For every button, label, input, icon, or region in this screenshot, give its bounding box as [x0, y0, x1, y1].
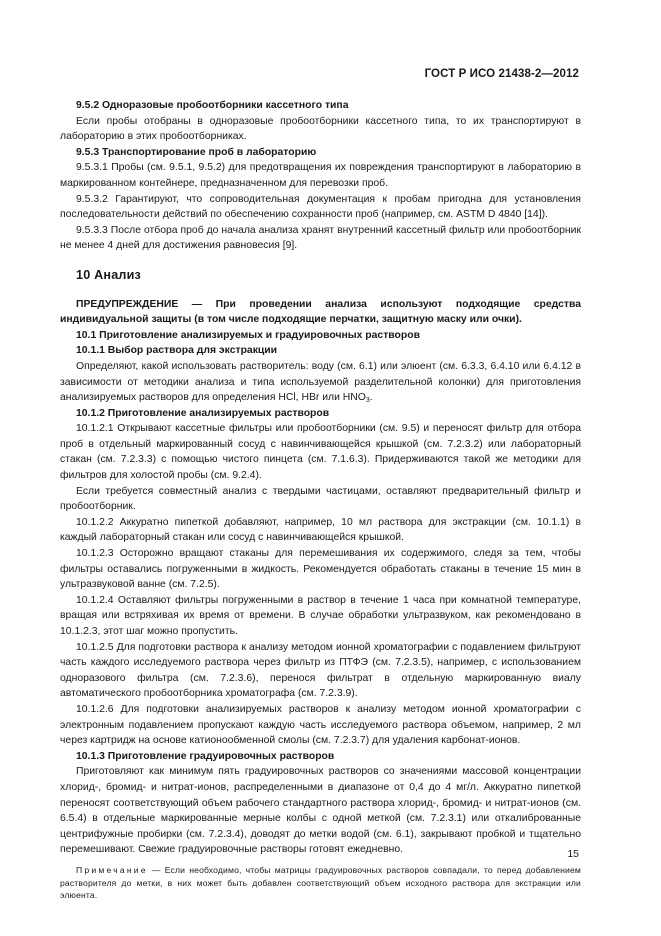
paragraph-text: 10.1.2.2 Аккуратно пипеткой добавляют, например, 10 мл раствора для экстракции (см. 10.1.1) в каждый лабораторный стакан или сосуд с навинчивающейся крышкой. [60, 516, 581, 544]
paragraph [60, 764, 581, 858]
paragraph-text: 9.5.3.1 Пробы (см. 9.5.1, 9.5.2) для предотвращения их повреждения транспортируют в лабораторию в маркированном контейнере, предназначенном для перевозки проб. [60, 162, 581, 189]
paragraph-text: 9.5.3 Транспортирование проб в лабораторию [76, 146, 317, 158]
note-paragraph [60, 864, 581, 902]
paragraph-text: 10.1.1 Выбор раствора для экстракции [76, 345, 278, 357]
paragraph-text: 9.5.3.3 После отбора проб до начала анализа хранят внутренний кассетный фильтр или пробоотборник не менее 4 дней для достижения равновесия [9]. [60, 224, 581, 252]
section-heading [76, 268, 581, 284]
paragraph-text: 10.1.2 Приготовление анализируемых растворов [76, 407, 330, 419]
paragraph-text: 10.1.2.6 Для подготовки анализируемых растворов к анализу методом ионной хроматографии с электронным подавлением пропускают каждую часть исследуемого раствора объемом, например, 2 мл через картридж на основе катионообменной смолы (см. 7.2.3.7) для удаления карбонат-ионов. [60, 703, 581, 747]
paragraph-text: Если требуется совместный анализ с твердыми частицами, оставляют предварительный фильтр и пробоотборник. [60, 485, 581, 513]
note-text: — Если необходимо, чтобы матрицы градуировочных растворов совпадали, то перед добавлением растворителя до метки, в них может быть добавлен соответствующий объем исходного раствора для экстракции или элюента. [60, 864, 581, 901]
paragraph-text: 9.5.2 Одноразовые пробоотборники кассетного типа [76, 100, 349, 111]
paragraph-text: 10.1 Приготовление анализируемых и градуировочных растворов [76, 329, 420, 341]
paragraph [60, 593, 581, 640]
paragraph [60, 515, 581, 546]
paragraph-text: 10.1.2.5 Для подготовки раствора к анализу методом ионной хроматографии с подавлением фильтруют часть каждого исследуемого раствора через фильтр из ПТФЭ (см. 7.2.3.5), например, с использованием одноразового фильтра (см. 7.2.3.6), перенося фильтрат в отдельную маркированную виалу автоматического пробоотборника хроматографа (см. 7.2.3.9). [60, 641, 581, 700]
subsection-heading [60, 145, 581, 161]
paragraph [60, 546, 581, 593]
paragraph-tail: . [369, 392, 373, 404]
subsection-heading [60, 343, 581, 359]
paragraph [60, 640, 581, 702]
paragraph-text: 10 Анализ [76, 267, 142, 282]
note-label: Примечание [76, 864, 148, 875]
paragraph-text: 10.1.3 Приготовление градуировочных растворов [76, 750, 335, 762]
document-body [60, 98, 581, 902]
paragraph [60, 702, 581, 749]
paragraph-text: 10.1.2.4 Оставляют фильтры погруженными в раствор в течение 1 часа при комнатной температуре, вращая или встряхивая их время от времени. В случае обработки ультразвуком, как рекомендовано в 10.1.2.3, этот шаг можно пропустить. [60, 594, 581, 637]
subsection-heading [60, 328, 581, 344]
paragraph [60, 114, 581, 145]
paragraph [60, 192, 581, 223]
paragraph-text: 10.1.2.3 Осторожно вращают стаканы для перемешивания их содержимого, следя за тем, чтобы фильтры оставались погруженными в жидкость. Рекомендуется обработать стаканы в течение 15 мин в ультразвуковой ванне (см. 7.2.5). [60, 548, 581, 591]
paragraph-text: Определяют, какой использовать растворитель: воду (см. 6.1) или элюент (см. 6.3.3, 6.4.10 или 6.4.12 в зависимости от методики анализа и типа используемой разделительной колонки) для приготовления анализируемых растворов для определения HCl, HBr или HNO [60, 360, 581, 404]
paragraph [60, 484, 581, 515]
paragraph-text: Приготовляют как минимум пять градуировочных растворов со значениями массовой концентрации хлорид-, бромид- и нитрат-ионов, распределенными в диапазоне от 0,4 до 4 мг/л. Аккуратно пипеткой переносят соответствующий объем рабочего стандартного раствора хлорид-, бромид- и нитрат-ионов (см. 6.5.4) в отдельные маркированные мерные колбы с одной меткой (см. 7.2.3.1) или откалиброванные центрифужные пробирки (см. 7.2.3.4), доводят до метки водой (см. 6.1), закрывают пробкой и тщательно перемешивают. Свежие градуировочные растворы готовят ежедневно. [60, 766, 581, 856]
subsection-heading [60, 406, 581, 422]
paragraph [60, 160, 581, 191]
paragraph-text: 9.5.3.2 Гарантируют, что сопроводительная документация к пробам пригодна для установления последовательности действий по обеспечению сохранности проб (например, см. ASTM D 4840 [14]). [60, 193, 581, 221]
paragraph [60, 223, 581, 254]
subscript: 3 [365, 397, 370, 405]
paragraph-text: ПРЕДУПРЕЖДЕНИЕ — При проведении анализа используют подходящие средства индивидуальной защиты (в том числе подходящие перчатки, защитную маску или очки). [60, 298, 581, 326]
document-code-header: ГОСТ Р ИСО 21438-2—2012 [424, 68, 579, 80]
paragraph-text: Если пробы отобраны в одноразовые пробоотборники кассетного типа, то их транспортируют в лабораторию в этих пробоотборниках. [60, 115, 581, 143]
subsection-heading [60, 98, 581, 114]
paragraph [60, 359, 581, 406]
page-number: 15 [567, 848, 579, 860]
subsection-heading [60, 297, 581, 328]
paragraph [60, 421, 581, 483]
paragraph-text: 10.1.2.1 Открывают кассетные фильтры или пробоотборники (см. 9.5) и переносят фильтр для отбора проб в отдельный маркированный сосуд с навинчивающейся крышкой (см. 7.2.3.2) или лабораторный стакан (см. 7.2.3.3) с помощью чистого пинцета (см. 7.1.6.3). Придерживаются такой же методики для фильтров для холостой пробы (см. 9.2.4). [60, 423, 581, 482]
subsection-heading [60, 749, 581, 765]
